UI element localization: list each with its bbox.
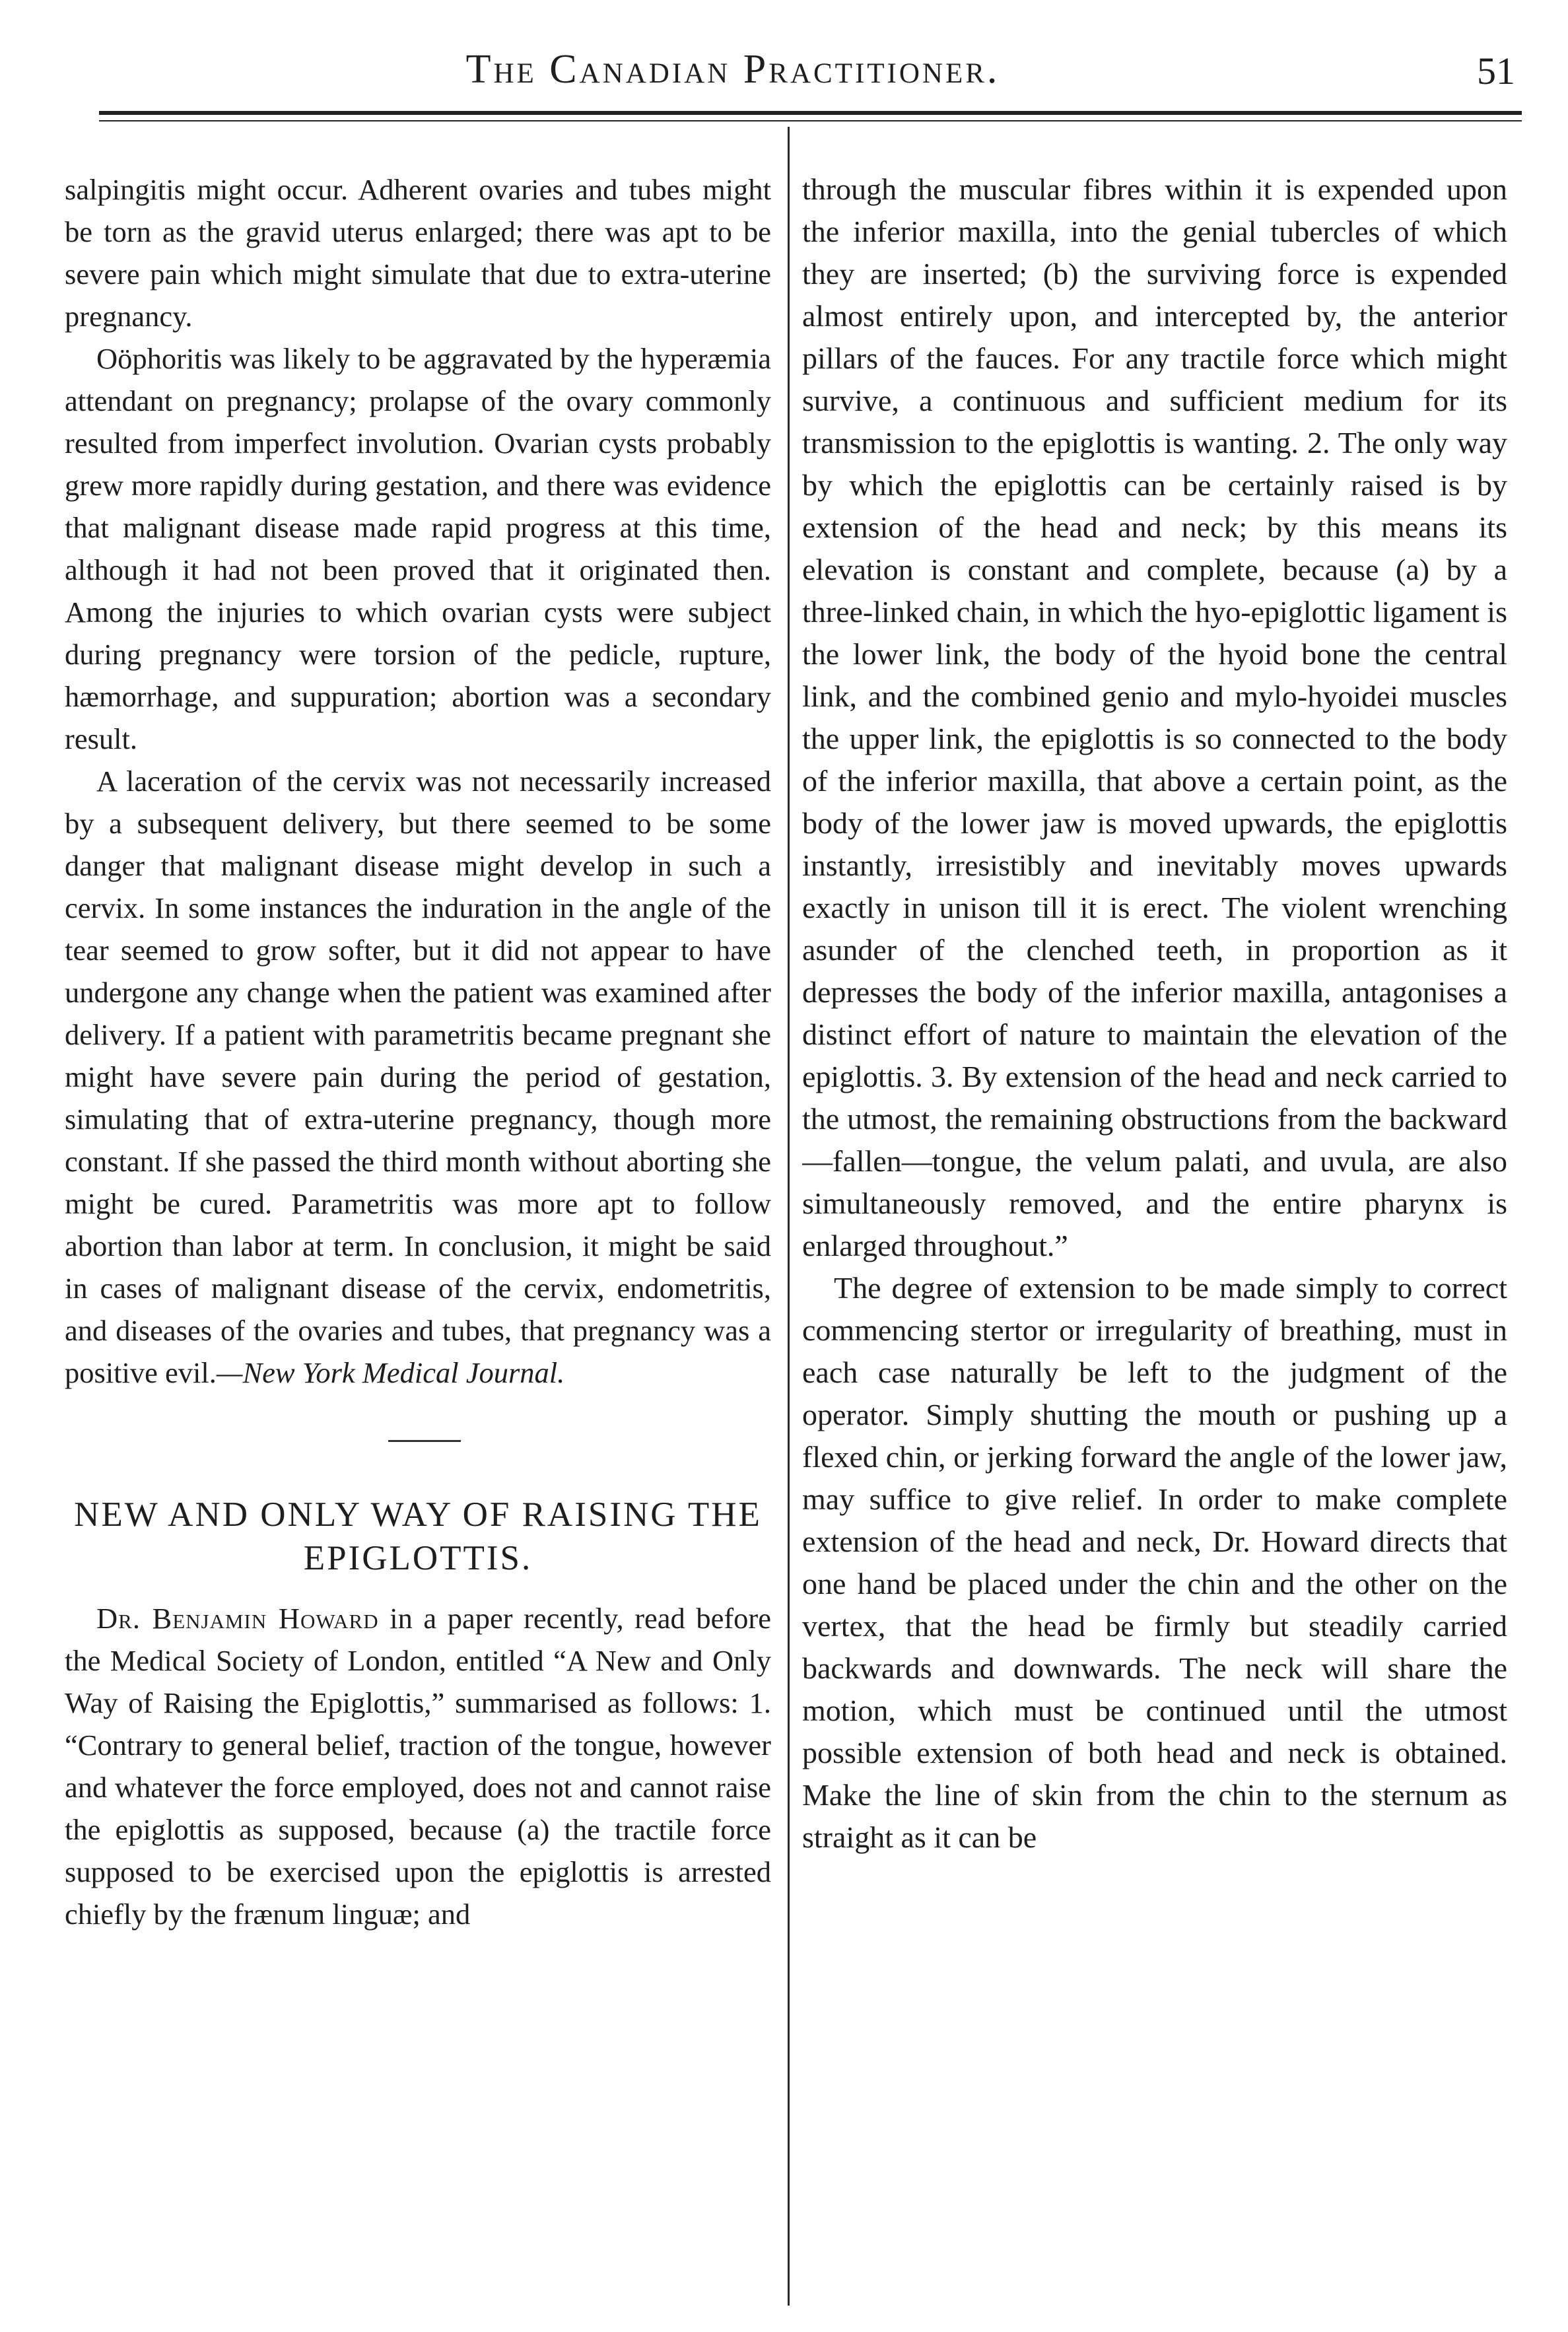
right-column [802, 168, 1507, 2314]
author-name: Dr. Benjamin Howard [96, 1602, 379, 1635]
paragraph: Oöphoritis was likely to be aggravated by the hyperæmia attendant on pregnancy; prolapse of the ovary commonly resulted from imperfect involution. Ovarian cysts probably grew more rapidly during gestation, and there was evidence that malignant disease made rapid progress at this time, although it had not been proved that it originated then. Among the injuries to which ovarian cysts were subject during pregnancy were torsion of the pedicle, rupture, hæmorrhage, and suppuration; abortion was a secondary result. [65, 342, 771, 755]
paragraph [65, 760, 771, 1394]
left-column [65, 168, 771, 2314]
paragraph: through the muscular fibres within it is expended upon the inferior maxilla, into the genial tubercles of which they are inserted; (b) the surviving force is expended almost entirely upon, and intercepted by, the anterior pillars of the fauces. For any tractile force which might survive, a continuous and sufficient medium for its transmission to the epiglottis is wanting. 2. The only way by which the epiglottis can be certainly raised is by extension of the head and neck; by this means its elevation is constant and complete, because (a) by a three-linked chain, in which the hyo-epiglottic ligament is the lower link, the body of the hyoid bone the central link, and the combined genio and mylo-hyoidei muscles the upper link, the epiglottis is so connected to the body of the inferior maxilla, that above a certain point, as the body of the lower jaw is moved upwards, the epiglottis instantly, irresistibly and inevitably moves upwards exactly in unison till it is erect. The violent wrenching asunder of the clenched teeth, in proportion as it depresses the body of the inferior maxilla, antagonises a distinct effort of nature to maintain the elevation of the epiglottis. 3. By extension of the head and neck carried to the utmost, the remaining obstructions from the backward—fallen—tongue, the velum palati, and uvula, are also simultaneously removed, and the entire pharynx is enlarged throughout.” [802, 172, 1507, 1262]
paragraph-text: A laceration of the cervix was not necessarily increased by a subsequent delivery, but there seemed to be some danger that malignant disease might develop in such a cervix. In some instances the induration in the angle of the tear seemed to grow softer, but it did not appear to have undergone any change when the patient was examined after delivery. If a patient with parametritis became pregnant she might have severe pain during the period of gestation, simulating that of extra-uterine pregnancy, though more constant. If she passed the third month without aborting she might be cured. Parametritis was more apt to follow abortion than labor at term. In conclusion, it might be said in cases of malignant disease of the cervix, endometritis, and diseases of the ovaries and tubes, that pregnancy was a positive evil. [65, 765, 771, 1389]
paragraph: The degree of extension to be made simply to correct commencing stertor or irregularity of breathing, must in each case naturally be left to the judgment of the operator. Simply shutting the mouth or pushing up a flexed chin, or jerking forward the angle of the lower jaw, may suffice to give relief. In order to make complete extension of the head and neck, Dr. Howard directs that one hand be placed under the chin and the other on the vertex, that the head be firmly but steadily carried backwards and downwards. The neck will share the motion, which must be continued until the utmost possible extension of both head and neck is obtained. Make the line of skin from the chin to the sternum as straight as it can be [802, 1271, 1507, 1854]
paragraph-text: in a paper recently, read before the Medical Society of London, entitled “A New and Only Way of Raising the Epiglottis,” summarised as follows: 1. “Contrary to general belief, traction of the tongue, however and whatever the force employed, does not and cannot raise the epiglottis as supposed, because (a) the tractile force supposed to be exercised upon the epiglottis is arrested chiefly by the frænum linguæ; and [65, 1602, 771, 1931]
running-title: The Canadian Practitioner. [465, 47, 1000, 92]
section-divider [65, 1394, 771, 1493]
paragraph: salpingitis might occur. Adherent ovaries and tubes might be torn as the gravid uterus enlarged; there was apt to be severe pain which might simulate that due to extra-uterine pregnancy. [65, 173, 771, 333]
article-heading: NEW AND ONLY WAY OF RAISING THE EPIGLOTTIS. [74, 1495, 762, 1577]
page-number: 51 [1477, 50, 1515, 92]
source-citation: —New York Medical Journal. [216, 1356, 565, 1389]
header-rule-thin [99, 120, 1522, 121]
header-rule-thick [99, 111, 1522, 115]
column-divider [788, 127, 790, 2306]
short-rule [388, 1440, 461, 1442]
paragraph [65, 1597, 771, 1935]
running-head [0, 40, 1568, 106]
